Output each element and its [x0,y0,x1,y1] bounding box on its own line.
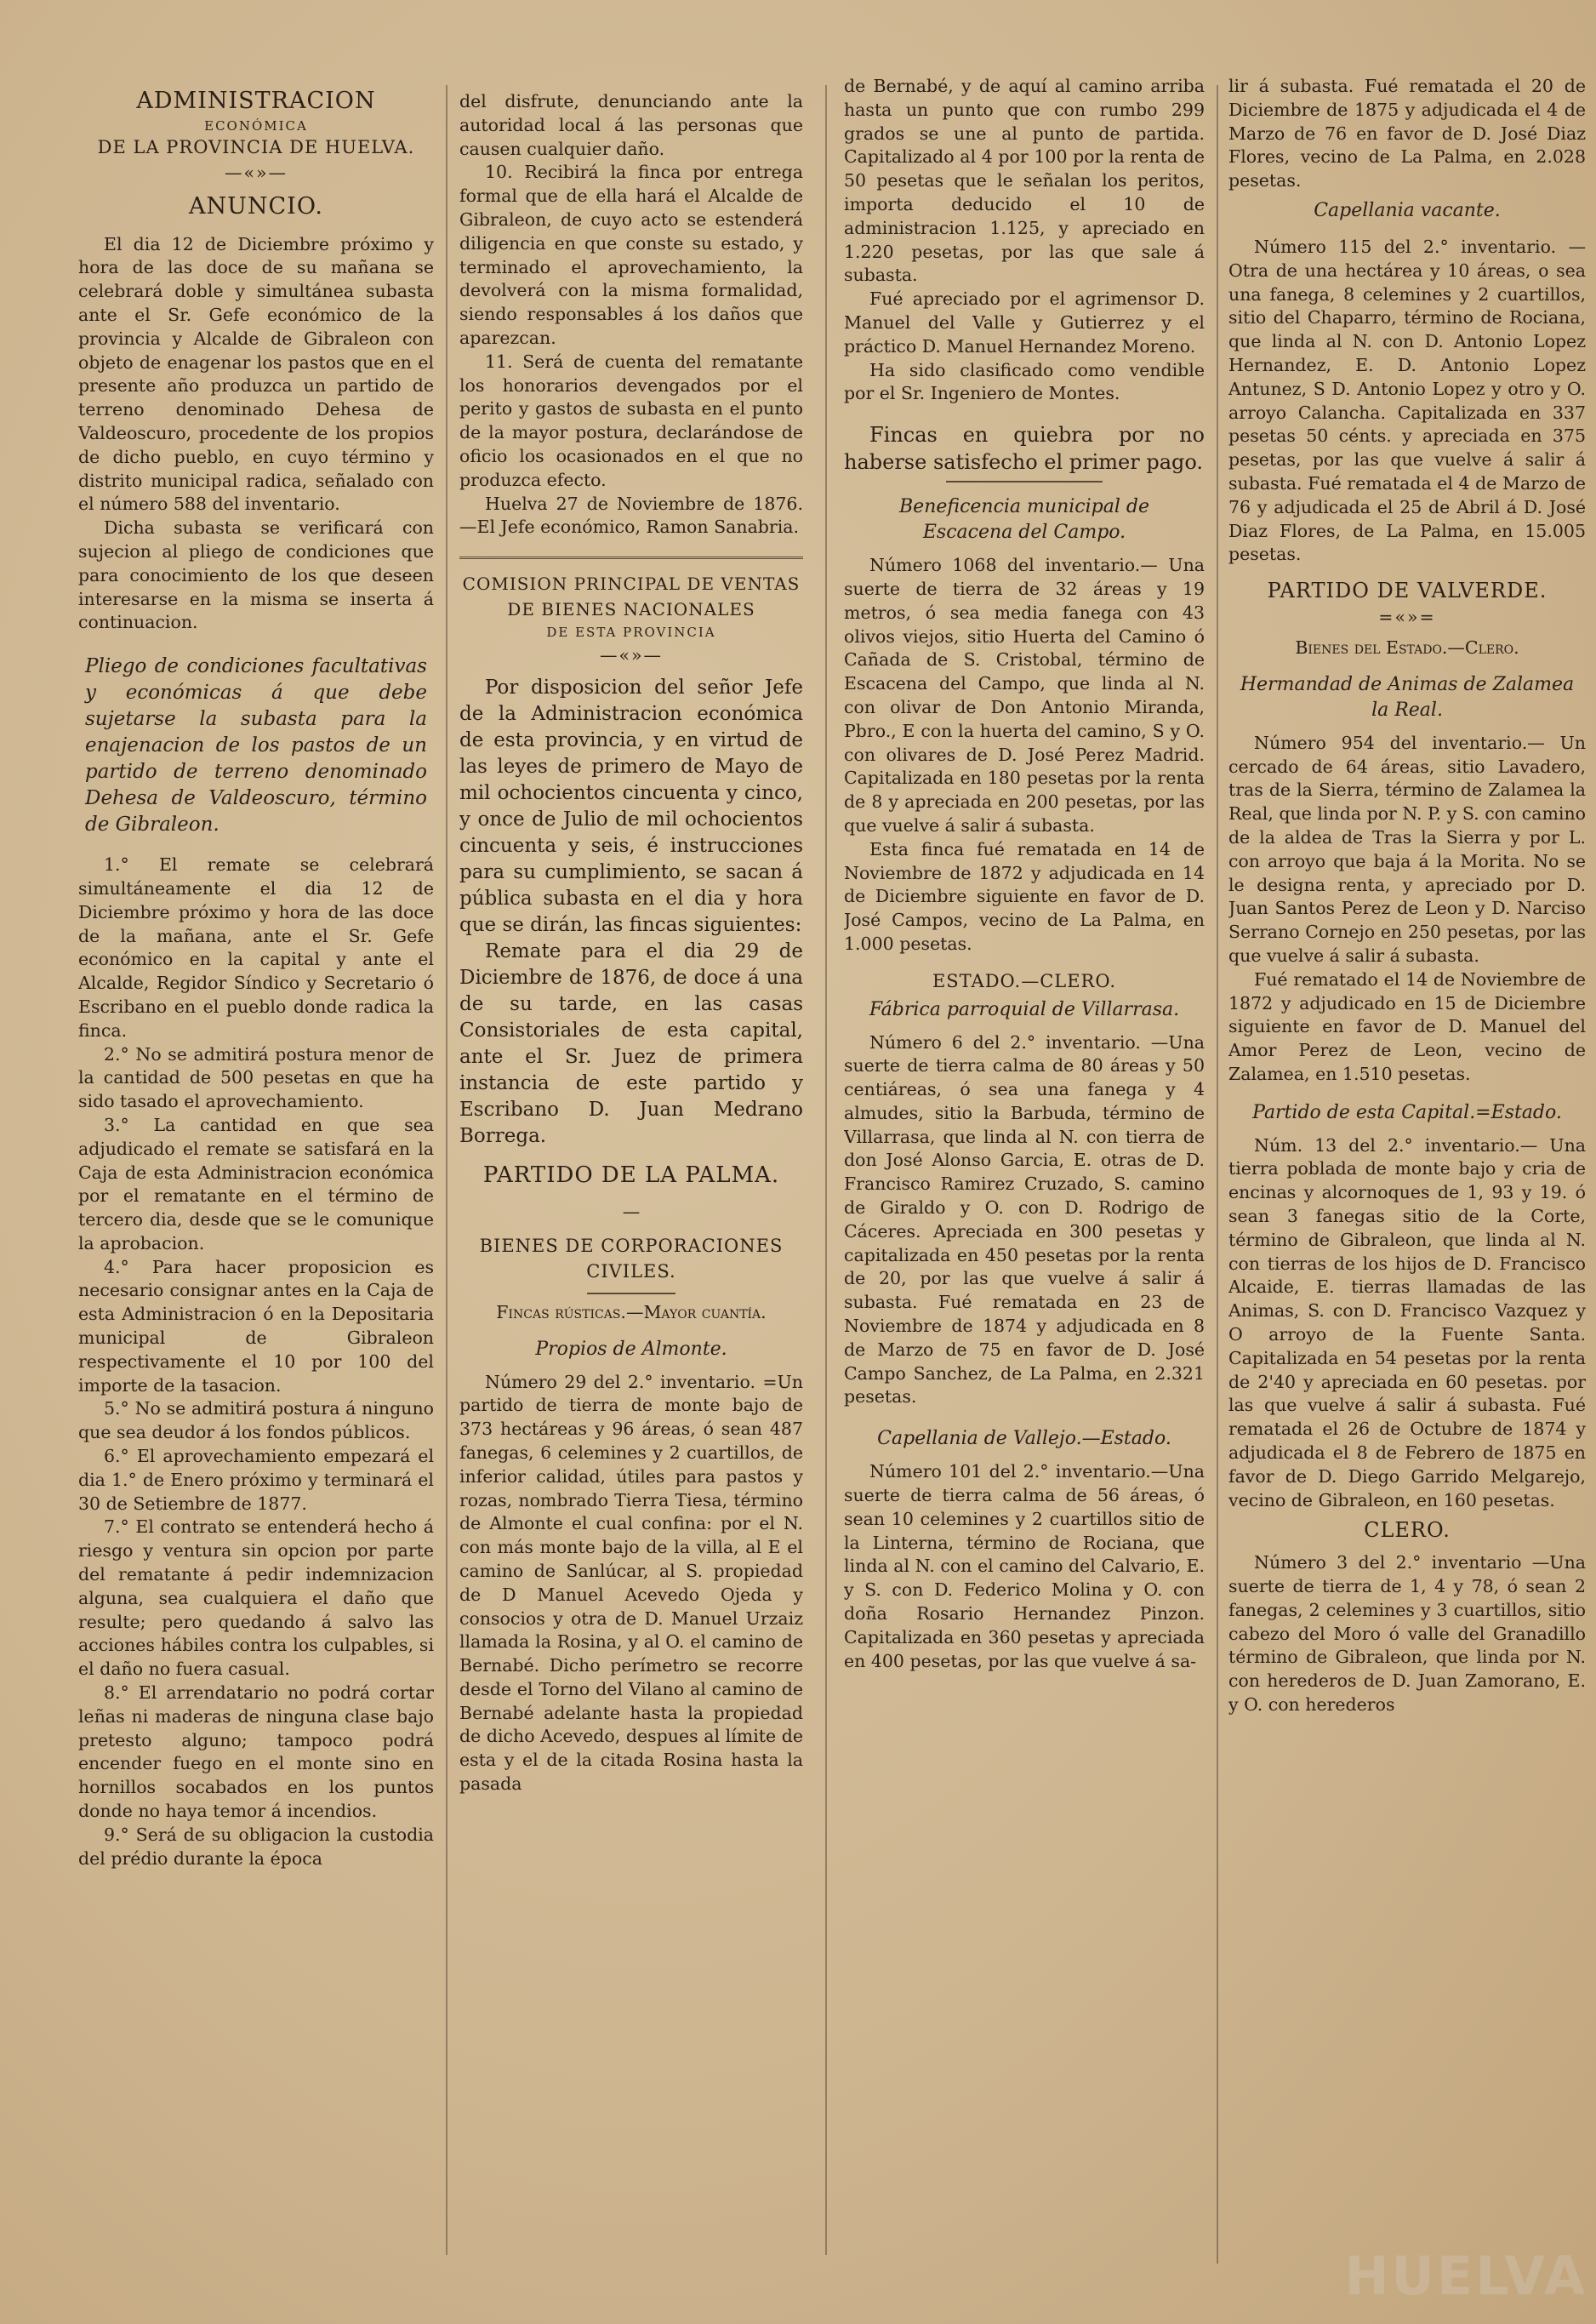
section-divider [459,557,803,559]
continuation-text: del disfrute, denunciando ante la autoridad local á las personas que causen cualquier daño. [459,91,803,159]
bienes-estado-heading: Bienes del Estado.—Clero. [1295,637,1519,658]
clero-heading: CLERO. [1364,1518,1451,1543]
disposicion-paragraph: Por disposicion del señor Jefe de la Administracion económica de esta provincia, y en virtud de las leyes de primero de Mayo de mil ochocientos cincuenta y cinco, y once de Julio de mil ochocientos cincuenta y seis, é instrucciones para su cumplimiento, se sacan á pública subasta en el dia y hora que se dirán, las fincas siguientes: [459,676,803,936]
hermandad-heading: Hermandad de Animas de Zalamea la Real. [1240,673,1575,721]
capellania-vacante-heading: Capellania vacante. [1314,199,1501,221]
entry-101: Número 101 del 2.° inventario.—Una suerte de tierra calma de 56 áreas, ó sean 10 celemines y 2 cuartillos sitio de la Linterna, término de Rociana, que linda al N. con el camino del Calvario, E. y S. con D. Federico Molina y O. con doña Rosario Hernandez Pinzon. Capitalizada en 360 pesetas y apreciada en 400 pesetas, por las que vuelve á sa- [844,1461,1205,1671]
ornament: —«»— [599,645,664,666]
signature-line: Huelva 27 de Noviembre de 1876. —El Jefe económico, Ramon Sanabria. [459,493,803,538]
condition-3: 3.° La cantidad en que sea adjudicado el remate se satisfará en la Caja de esta Administracion económica por el rematante en el término de tercero dia, desde que se le comunique la aprobacion. [78,1114,434,1253]
estado-clero-heading: ESTADO.—CLERO. [932,970,1117,991]
entry-6: Número 6 del 2.° inventario. —Una suerte de tierra calma de 80 áreas y 50 centiáreas, ó sea una fanega y 4 almudes, sitio la Barbuda, término de Villarrasa, que linda al N. con tierra de don José Alonso Garcia, E. otras de D. Francisco Ramirez Cruzado, S. camino de Giraldo y O. con D. Rodrigo de Cáceres. Apreciada en 300 pesetas y capitalizada en 450 pesetas por la renta de 20, por las que vuelve á salir á subasta. Fué rematada en 23 de Noviembre de 1874 y adjudicada en 8 de Marzo de 75 en favor de D. José Campo Sanchez, de La Palma, en 2.321 pesetas. [844,1031,1205,1408]
column-rule [1217,85,1218,2264]
ornament: =«»= [1378,607,1436,628]
beneficencia-heading: Beneficencia municipal de Escacena del Campo. [899,496,1149,544]
intro-paragraph: El dia 12 de Diciembre próximo y hora de las doce de su mañana se celebrará doble y simultánea subasta ante el Sr. Gefe económico de la provincia y Alcalde de Gibraleon con objeto de enagenar los pastos que en el presente año produzca un partido de terreno denominado Dehesa de Valdeoscuro, procedente de los propios de dicho pueblo, en cuyo término y distrito municipal radica, señalado con el número 588 del inventario. [78,233,434,515]
entry-1068-remate: Esta finca fué rematada en 14 de Noviembre de 1872 y adjudicada en 14 de Diciembre siguiente en favor de D. José Campos, vecino de La Palma, en 1.000 pesetas. [844,838,1205,954]
propios-heading: Propios de Almonte. [535,1338,727,1360]
condition-7: 7.° El contrato se entenderá hecho á riesgo y ventura sin opcion por parte del rematante á pedir indemnizacion alguna, sea cualquiera el daño que resulte; pero quedando á salvo las acciones hábiles contra los culpables, si el daño no fuera casual. [78,1516,434,1680]
remate-paragraph: Remate para el dia 29 de Diciembre de 1876, de doce á una de su tarde, en las casas Consistoriales de esta capital, ante el Sr. Juez de primera instancia de este partido y Escribano D. Juan Medrano Borrega. [459,939,803,1147]
condition-1: 1.° El remate se celebrará simultáneamente el dia 12 de Diciembre próximo y hora de las doce de la mañana, ante el Sr. Gefe económico en la capital y ante el Alcalde, Regidor Síndico y Secretario ó Escribano en el pueblo donde radica la finca. [78,854,434,1041]
fincas-rusticas-heading: Fincas rústicas.—Mayor cuantía. [496,1301,767,1322]
column-1 [78,75,434,1870]
column-rule [446,85,447,2255]
valverde-heading: PARTIDO DE VALVERDE. [1267,579,1548,603]
bienes-heading: BIENES DE CORPORACIONES CIVILES. [479,1235,784,1282]
dash: — [622,1201,641,1222]
anuncio-heading: ANUNCIO. [189,192,323,220]
column-rule [825,85,827,2255]
partido-heading: PARTIDO DE LA PALMA. [482,1162,780,1188]
header-subtitle: ECONÓMICA [204,118,308,134]
ornament: —«»— [224,162,288,183]
entry-29: Número 29 del 2.° inventario. =Un partido de tierra de monte bajo de 373 hectáreas y 96 áreas, ó sean 487 fanegas, 6 celemines y 2 cuartillos, de inferior calidad, útiles para pastos y rozas, nombrado Tierra Tiesa, término de Almonte el cual confina: por el N. con más monte bajo de la villa, al E el camino de Sanlúcar, al S. propiedad de D Manuel Acevedo Ojeda y consocios y otra de D. Manuel Urzaiz llamada la Rosina, y al O. el camino de Bernabé. Dicho perímetro se recorre desde el Torno del Vilano al camino de Bernabé adelante hasta la propiedad de dicho Acevedo, despues al límite de esta y el de la citada Rosina hasta la pasada [459,1371,803,1795]
comision-subheading: DE ESTA PROVINCIA [546,625,716,641]
column-2 [459,90,803,1796]
condition-10: 10. Recibirá la finca por entrega formal que de ella hará el Alcalde de Gibraleon, de cuyo acto se estenderá diligencia en que conste su estado, y terminado el aprovechamiento, la devolverá con la misma formalidad, siendo responsables á los daños que aparezcan. [459,162,803,348]
entry-954-remate: Fué rematado el 14 de Noviembre de 1872 y adjudicado en 15 de Diciembre siguiente en favor de D. Manuel del Amor Perez de Leon, vecino de Zalamea, en 1.510 pesetas. [1228,968,1586,1084]
continuation-text: lir á subasta. Fué rematada el 20 de Diciembre de 1875 y adjudicada el 4 de Marzo de 76 en favor de D. José Diaz Flores, vecino de La Palma, en 2.028 pesetas. [1228,76,1586,191]
rule [946,481,1103,483]
capellania-heading: Capellania de Vallejo.—Estado. [877,1428,1171,1450]
entry-13: Núm. 13 del 2.° inventario.— Una tierra poblada de monte bajo y cria de encinas y alcornoques de 1, 93 y 19. ó sean 3 fanegas sitio de la Corte, término de Gibraleon, que linda al N. con tierras de los hijos de D. Francisco Alcaide, E. tierras llamadas de las Animas, S. con D. Francisco Vazquez y O arroyo de la Fuente Santa. Capitalizada en 54 pesetas por la renta de 2'40 y apreciada en 60 pesetas. por las que vuelve á salir á subasta. Fué rematada el 26 de Octubre de 1874 y adjudicada el 8 de Febrero de 1875 en favor de D. Diego Garrido Melgarejo, vecino de Gibraleon, en 160 pesetas. [1228,1134,1586,1510]
fincas-quiebra-heading: Fincas en quiebra por no haberse satisfecho el primer pago. [844,423,1205,475]
column-4 [1228,75,1586,1717]
condition-5: 5.° No se admitirá postura á ninguno que sea deudor á los fondos públicos. [78,1398,434,1443]
rule [587,1293,675,1294]
entry-954: Número 954 del inventario.— Un cercado de 64 áreas, sitio Lavadero, tras de la Sierra, término de Zalamea la Real, que linda por N. P. y S. con camino de la aldea de Tras la Sierra y por L. con arroyo que baja á la Morita. No se le designa renta, y apreciado por D. Juan Santos Perez de Leon y D. Narciso Serrano Cornejo en 250 pesetas, por las que vuelve á salir á subasta. [1228,732,1586,966]
condition-9: 9.° Será de su obligacion la custodia del prédio durante la época [78,1824,434,1869]
entry-1068: Número 1068 del inventario.— Una suerte de tierra de 32 áreas y 19 metros, ó sea media fanega con 43 olivos viejos, sitio Huerta del Camino ó Cañada de S. Cristobal, término de Escacena del Campo, que linda al N. con olivar de Don Antonio Miranda, Pbro., E con la huerta del camino, S y O. con olivares de D. José Perez Madrid. Capitalizada en 180 pesetas por la renta de 8 y apreciada en 200 pesetas, por las que vuelve á salir á subasta. [844,555,1205,836]
continuation-text: de Bernabé, y de aquí al camino arriba hasta un punto que con rumbo 299 grados se une al punto de partida. Capitalizado al 4 por 100 por la renta de 50 pesetas que le señalan los peritos, importa deducido el 10 de administracion 1.125, y apreciado en 1.220 pesetas, por las que sale á subasta. [844,76,1205,286]
fabrica-heading: Fábrica parroquial de Villarrasa. [869,998,1180,1020]
condition-6: 6.° El aprovechamiento empezará el dia 1.° de Enero próximo y terminará el 30 de Setiembre de 1877. [78,1446,434,1514]
condition-8: 8.° El arrendatario no podrá cortar leñas ni maderas de ninguna clase bajo pretesto alguno; tampoco podrá encender fuego en el monte sino en hornillos socabados en los puntos donde no haya temor á incendios. [78,1682,434,1822]
condition-4: 4.° Para hacer proposicion es necesario consignar antes en la Caja de esta Administracion ó en la Depositaria municipal de Gibraleon respectivamente el 10 por 100 del importe de la tasacion. [78,1256,434,1396]
apreciado-paragraph: Fué apreciado por el agrimensor D. Manuel del Valle y Gutierrez y el práctico D. Manuel Hernandez Moreno. [844,288,1205,357]
column-3 [844,75,1205,1673]
condition-11: 11. Será de cuenta del rematante los honorarios devengados por el perito y gastos de subasta en el punto de la mayor postura, declarándose de oficio los ocasionados en el que no produzca efecto. [459,351,803,490]
watermark-logo: HUELVA [1344,2245,1587,2307]
vendible-paragraph: Ha sido clasificado como vendible por el Sr. Ingeniero de Montes. [844,359,1205,404]
capital-heading: Partido de esta Capital.=Estado. [1252,1101,1562,1123]
condition-2: 2.° No se admitirá postura menor de la cantidad de 500 pesetas en que ha sido tasado el aprovechamiento. [78,1043,434,1112]
header-title: ADMINISTRACION [136,88,376,114]
comision-heading: COMISION PRINCIPAL DE VENTAS DE BIENES NACIONALES [462,574,801,620]
entry-3: Número 3 del 2.° inventario —Una suerte de tierra de 1, 4 y 78, ó sean 2 fanegas, 2 celemines y 3 cuartillos, sitio cabezo del Moro ó valle del Granadillo término de Gibraleon, que linda por N. con herederos de D. Juan Zamorano, E. y O. con herederos [1228,1552,1586,1716]
pliego-heading: Pliego de condiciones facultativas y económicas á que debe sujetarse la subasta para la enajenacion de los pastos de un partido de terreno denominado Dehesa de Valdeoscuro, término de Gibraleon. [85,655,427,837]
intro-paragraph-2: Dicha subasta se verificará con sujecion al pliego de condiciones que para conocimiento de los que deseen interesarse en la misma se inserta á continuacion. [78,517,434,633]
header-province: DE LA PROVINCIA DE HUELVA. [97,137,415,157]
entry-115: Número 115 del 2.° inventario. —Otra de una hectárea y 10 áreas, o sea una fanega, 8 celemines y 2 cuartillos, sitio del Chaparro, término de Rociana, que linda al N. con D. Antonio Lopez Hernandez, E. D. Antonio Lopez Antunez, S D. Antonio Lopez y otro y O. arroyo Calancha. Capitalizada en 337 pesetas 50 cénts. y apreciada en 375 pesetas, por las que vuelve á salir á subasta. Fué rematada el 4 de Marzo de 76 y adjudicada el 25 de Abril á D. José Diaz Flores, de La Palma, en 15.005 pesetas. [1228,236,1586,565]
